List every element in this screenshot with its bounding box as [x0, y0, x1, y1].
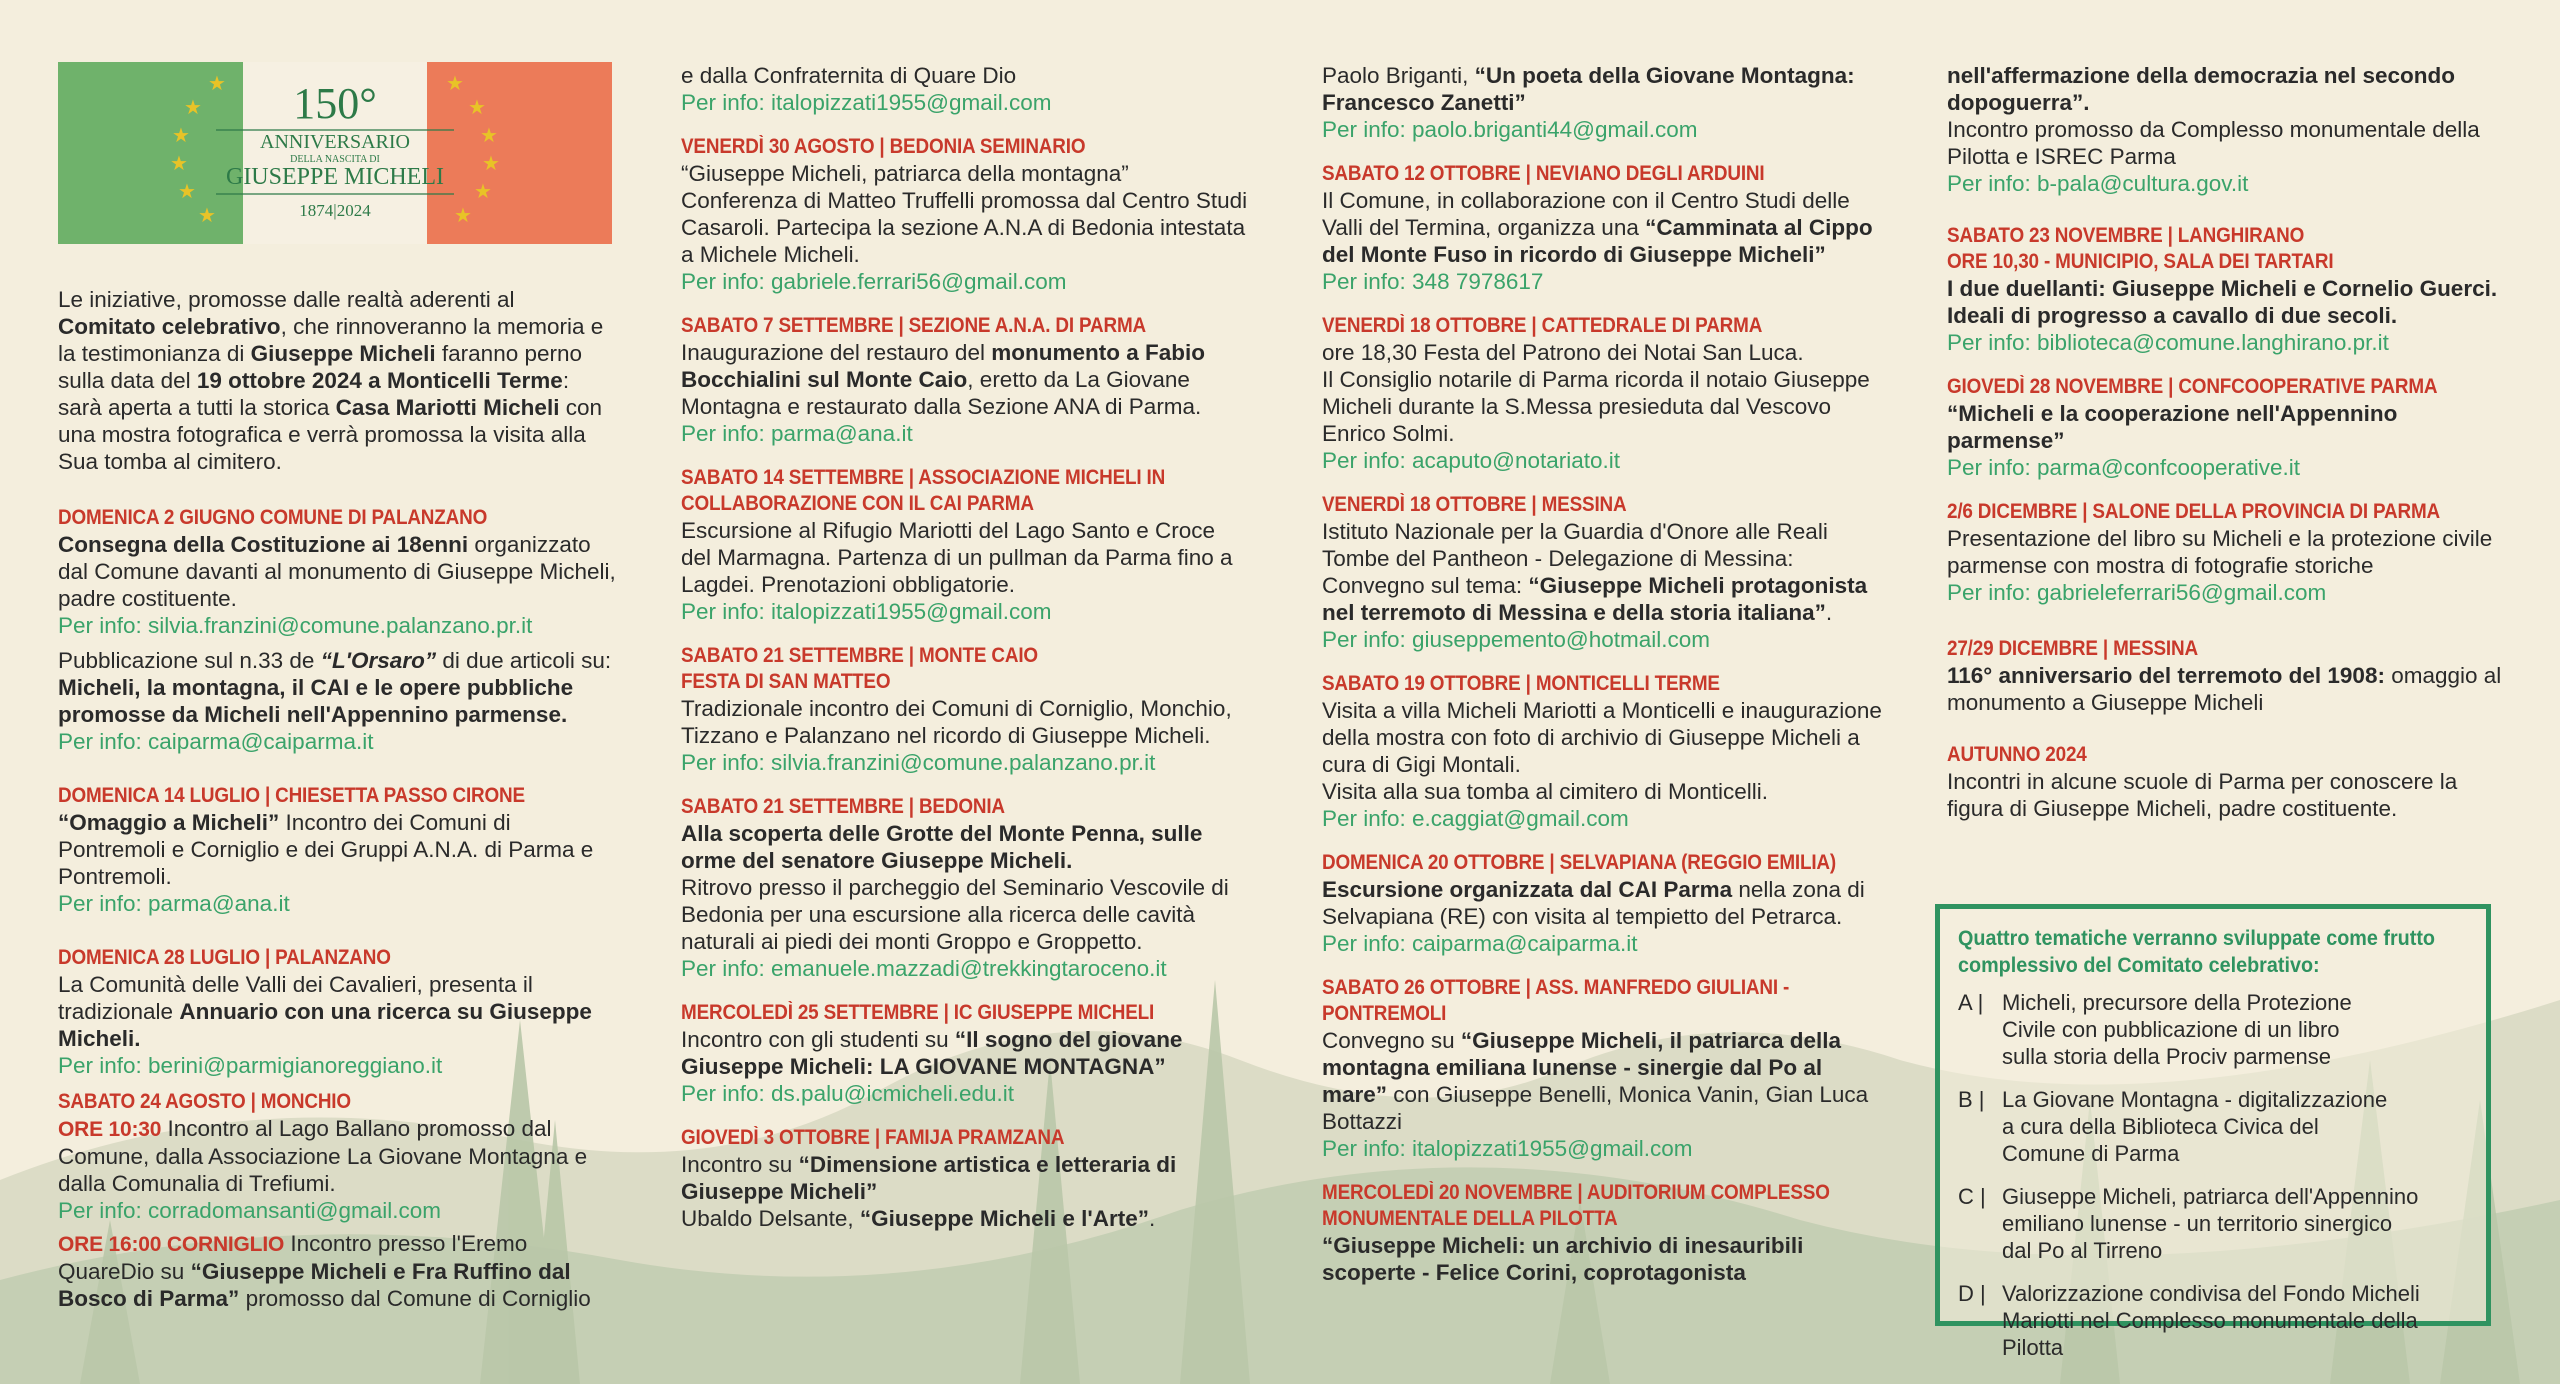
event-heading: MERCOLEDÌ 20 NOVEMBRE | AUDITORIUM COMPLESSO MONUMENTALE DELLA PILOTTA: [1322, 1181, 1830, 1230]
info-link[interactable]: Per info: acaputo@notariato.it: [1322, 448, 1621, 473]
event-heading: SABATO 7 SETTEMBRE | SEZIONE A.N.A. DI PARMA: [681, 314, 1147, 337]
event-heading: VENERDÌ 30 AGOSTO | BEDONIA SEMINARIO: [681, 135, 1086, 158]
event-cattedrale: VENERDÌ 18 OTTOBRE | CATTEDRALE DI PARMA ore 18,30 Festa del Patrono dei Notai San Luca. Il Consiglio notarile di Parma ricorda il notaio Giuseppe Micheli durante la S.Messa presieduta dal Vescovo Enrico Solmi. Per info: acaputo@notariato.it: [1322, 313, 1892, 474]
anniversary-logo: [58, 62, 612, 244]
event-heading: SABATO 14 SETTEMBRE | ASSOCIAZIONE MICHELI IN COLLABORAZIONE CON IL CAI PARMA: [681, 466, 1166, 515]
event-passo-cirone: DOMENICA 14 LUGLIO | CHIESETTA PASSO CIRONE “Omaggio a Micheli” Incontro dei Comuni di Pontremoli e Corniglio e dei Gruppi A.N.A. di Parma e Pontremoli. Per info: parma@ana.it: [58, 783, 618, 917]
event-messina-dicembre: 27/29 DICEMBRE | MESSINA 116° anniversario del terremoto del 1908: omaggio al monumento a Giuseppe Micheli: [1947, 636, 2517, 716]
event-messina-ottobre: VENERDÌ 18 OTTOBRE | MESSINA Istituto Nazionale per la Guardia d'Onore alle Reali Tombe del Pantheon - Delegazione di Messina: Convegno sul tema: “Giuseppe Micheli protagonista nel terremoto di Messina e della storia italiana”. Per info: giuseppemento@hotmail.com: [1322, 492, 1892, 653]
info-link[interactable]: Per info: caiparma@caiparma.it: [58, 729, 374, 754]
info-link[interactable]: Per info: parma@ana.it: [681, 421, 913, 446]
event-famija-pramzana: GIOVEDÌ 3 OTTOBRE | FAMIJA PRAMZANA Incontro su “Dimensione artistica e letteraria di Giuseppe Micheli” Ubaldo Delsante, “Giuseppe Micheli e l'Arte”.: [681, 1125, 1251, 1232]
logo-graphic: [58, 62, 612, 244]
svg-text:★: ★: [172, 123, 190, 147]
theme-item: B | La Giovane Montagna - digitalizzazione a cura della Biblioteca Civica del Comune di Parma: [1958, 1087, 2388, 1166]
event-ana-parma: SABATO 7 SETTEMBRE | SEZIONE A.N.A. DI PARMA Inaugurazione del restauro del monumento a Fabio Bocchialini sul Monte Caio, eretto da La Giovane Montagna e restaurato dalla Sezione ANA di Parma. Per info: parma@ana.it: [681, 313, 1251, 447]
event-monte-caio: SABATO 21 SETTEMBRE | MONTE CAIO FESTA DI SAN MATTEO Tradizionale incontro dei Comuni di Corniglio, Monchio, Tizzano e Palanzano nel ricordo di Giuseppe Micheli. Per info: silvia.franzini@comune.palanzano.pr.it: [681, 643, 1251, 776]
svg-text:★: ★: [184, 95, 202, 119]
info-link[interactable]: Per info: italopizzati1955@gmail.com: [681, 90, 1052, 115]
info-link[interactable]: Per info: silvia.franzini@comune.palanzano.pr.it: [681, 750, 1156, 775]
column-3: [1322, 62, 1892, 1304]
info-link[interactable]: Per info: biblioteca@comune.langhirano.pr.it: [1947, 330, 2389, 355]
event-palanzano-luglio: DOMENICA 28 LUGLIO | PALANZANO La Comunità delle Valli dei Cavalieri, presenta il tradizionale Annuario con una ricerca su Giuseppe Micheli. Per info: berini@parmigianoreggiano.it: [58, 945, 618, 1079]
svg-text:★: ★: [474, 179, 492, 203]
event-heading: VENERDÌ 18 OTTOBRE | CATTEDRALE DI PARMA: [1322, 314, 1763, 337]
event-monticelli: SABATO 19 OTTOBRE | MONTICELLI TERME Visita a villa Micheli Mariotti a Monticelli e inaugurazione della mostra con foto di archivio di Giuseppe Micheli a cura di Gigi Montali. Visita alla sua tomba al cimitero di Monticelli. Per info: e.caggiat@gmail.com: [1322, 671, 1892, 832]
event-heading: SABATO 24 AGOSTO | MONCHIO: [58, 1090, 351, 1113]
event-heading: SABATO 19 OTTOBRE | MONTICELLI TERME: [1322, 672, 1720, 695]
svg-text:★: ★: [208, 71, 226, 95]
info-link[interactable]: Per info: corradomansanti@gmail.com: [58, 1198, 441, 1223]
event-heading: DOMENICA 28 LUGLIO | PALANZANO: [58, 946, 391, 969]
info-link[interactable]: Per info: 348 7978617: [1322, 269, 1544, 294]
event-ic-micheli: MERCOLEDÌ 25 SETTEMBRE | IC GIUSEPPE MICHELI Incontro con gli studenti su “Il sogno del giovane Giuseppe Micheli: LA GIOVANE MONTAGNA” Per info: ds.palu@icmicheli.edu.it: [681, 1000, 1251, 1107]
event-heading: DOMENICA 20 OTTOBRE | SELVAPIANA (REGGIO EMILIA): [1322, 851, 1836, 874]
event-heading: DOMENICA 2 GIUGNO COMUNE DI PALANZANO: [58, 506, 488, 529]
theme-item: D | Valorizzazione condivisa del Fondo Micheli Mariotti nel Complesso monumentale della Pilotta: [1958, 1281, 2420, 1360]
intro-paragraph: Le iniziative, promosse dalle realtà aderenti al Comitato celebrativo, che rinnoveranno la memoria e la testimonianza di Giuseppe Micheli faranno perno sulla data del 19 ottobre 2024 a Monticelli Terme: sarà aperta a tutti la storica Casa Mariotti Micheli con una mostra fotografica e verrà promossa la visita alla Sua tomba al cimitero.: [58, 287, 604, 474]
info-link[interactable]: Per info: caiparma@caiparma.it: [1322, 931, 1638, 956]
event-confcooperative: GIOVEDÌ 28 NOVEMBRE | CONFCOOPERATIVE PARMA “Micheli e la cooperazione nell'Appennino parmense” Per info: parma@confcooperative.it: [1947, 374, 2517, 481]
logo-line1: ANNIVERSARIO: [260, 131, 410, 153]
svg-text:★: ★: [454, 203, 472, 227]
column-4: [1947, 62, 2517, 840]
info-link[interactable]: Per info: gabrieleferrari56@gmail.com: [1947, 580, 2327, 605]
svg-text:★: ★: [198, 203, 216, 227]
event-langhirano: SABATO 23 NOVEMBRE | LANGHIRANO ORE 10,30 - MUNICIPIO, SALA DEI TARTARI I due duellanti: Giuseppe Micheli e Cornelio Guerci. Ideali di progresso a cavallo di due secoli. Per info: biblioteca@comune.langhirano.pr.it: [1947, 223, 2517, 356]
event-heading: 27/29 DICEMBRE | MESSINA: [1947, 637, 2198, 660]
event-pilotta: MERCOLEDÌ 20 NOVEMBRE | AUDITORIUM COMPLESSO MONUMENTALE DELLA PILOTTA “Giuseppe Micheli: un archivio di inesauribili scoperte - Felice Corini, coprotagonista: [1322, 1180, 1892, 1286]
info-link[interactable]: Per info: parma@ana.it: [58, 891, 290, 916]
info-link[interactable]: Per info: italopizzati1955@gmail.com: [681, 599, 1052, 624]
event-pilotta-cont: nell'affermazione della democrazia nel secondo dopoguerra”. Incontro promosso da Complesso monumentale della Pilotta e ISREC Parma Per info: b-pala@cultura.gov.it: [1947, 62, 2517, 197]
column-1: [58, 62, 618, 1330]
event-neviano: SABATO 12 OTTOBRE | NEVIANO DEGLI ARDUINI Il Comune, in collaborazione con il Centro Studi delle Valli del Termina, organizza una “Camminata al Cippo del Monte Fuso in ricordo di Giuseppe Micheli” Per info: 348 7978617: [1322, 161, 1892, 295]
event-heading: AUTUNNO 2024: [1947, 743, 2087, 766]
info-link[interactable]: Per info: silvia.franzini@comune.palanzano.pr.it: [58, 613, 533, 638]
event-provincia: 2/6 DICEMBRE | SALONE DELLA PROVINCIA DI PARMA Presentazione del libro su Micheli e la protezione civile parmense con mostra di fotografie storiche Per info: gabrieleferrari56@gmail.com: [1947, 499, 2517, 606]
svg-text:★: ★: [480, 123, 498, 147]
themes-title: Quattro tematiche verranno sviluppate come frutto complessivo del Comitato celebrativo:: [1958, 926, 2436, 977]
info-link[interactable]: Per info: paolo.briganti44@gmail.com: [1322, 117, 1698, 142]
svg-text:★: ★: [482, 151, 500, 175]
event-heading: DOMENICA 14 LUGLIO | CHIESETTA PASSO CIRONE: [58, 784, 525, 807]
event-heading: MERCOLEDÌ 25 SETTEMBRE | IC GIUSEPPE MICHELI: [681, 1001, 1155, 1024]
info-link[interactable]: Per info: parma@confcooperative.it: [1947, 455, 2301, 480]
logo-line2: DELLA NASCITA DI: [290, 154, 380, 165]
event-grotte-penna: SABATO 21 SETTEMBRE | BEDONIA Alla scoperta delle Grotte del Monte Penna, sulle orme del senatore Giuseppe Micheli. Ritrovo presso il parcheggio del Seminario Vescovile di Bedonia per una escursione alla ricerca delle cavità naturali ai piedi dei monti Groppo e Groppetto. Per info: emanuele.mazzadi@trekkingtaroceno.it: [681, 794, 1251, 982]
event-briganti: Paolo Briganti, “Un poeta della Giovane Montagna: Francesco Zanetti” Per info: paolo.briganti44@gmail.com: [1322, 62, 1892, 143]
event-palanzano-giugno: DOMENICA 2 GIUGNO COMUNE DI PALANZANO Consegna della Costituzione ai 18enni organizzato dal Comune davanti al monumento di Giuseppe Micheli, padre costituente. Per info: silvia.franzini@comune.palanzano.pr.it: [58, 505, 618, 639]
event-monchio: SABATO 24 AGOSTO | MONCHIO ORE 10:30 Incontro al Lago Ballano promosso dal Comune, dalla Associazione La Giovane Montagna e dalla Comunalia di Trefiumi. Per info: corradomansanti@gmail.com ORE 16:00 CORNIGLIO Incontro presso l'Eremo QuareDio su “Giuseppe Micheli e Fra Ruffino dal Bosco di Parma” promosso dal Comune di Corniglio: [58, 1089, 618, 1312]
svg-text:★: ★: [170, 151, 188, 175]
info-link[interactable]: Per info: emanuele.mazzadi@trekkingtaroceno.it: [681, 956, 1167, 981]
event-pontremoli: SABATO 26 OTTOBRE | ASS. MANFREDO GIULIANI - PONTREMOLI Convegno su “Giuseppe Micheli, il patriarca della montagna emiliana lunense - sinergie dal Po al mare” con Giuseppe Benelli, Monica Vanin, Gian Luca Bottazzi Per info: italopizzati1955@gmail.com: [1322, 975, 1892, 1162]
event-quare-dio: e dalla Confraternita di Quare Dio Per info: italopizzati1955@gmail.com: [681, 62, 1251, 116]
event-lago-santo: SABATO 14 SETTEMBRE | ASSOCIAZIONE MICHELI IN COLLABORAZIONE CON IL CAI PARMA Escursione al Rifugio Mariotti del Lago Santo e Croce del Marmagna. Partenza di un pullman da Parma fino a Lagdei. Prenotazioni obbligatorie. Per info: italopizzati1955@gmail.com: [681, 465, 1251, 625]
event-heading: 2/6 DICEMBRE | SALONE DELLA PROVINCIA DI PARMA: [1947, 500, 2441, 523]
event-selvapiana: DOMENICA 20 OTTOBRE | SELVAPIANA (REGGIO EMILIA) Escursione organizzata dal CAI Parma nella zona di Selvapiana (RE) con visita al tempietto del Petrarca. Per info: caiparma@caiparma.it: [1322, 850, 1892, 957]
event-heading: GIOVEDÌ 3 OTTOBRE | FAMIJA PRAMZANA: [681, 1126, 1065, 1149]
svg-text:★: ★: [178, 179, 196, 203]
info-link[interactable]: Per info: b-pala@cultura.gov.it: [1947, 171, 2249, 196]
event-heading: SABATO 21 SETTEMBRE | BEDONIA: [681, 795, 1005, 818]
themes-box: [1935, 904, 2491, 1360]
event-heading: SABATO 26 OTTOBRE | ASS. MANFREDO GIULIANI - PONTREMOLI: [1322, 976, 1790, 1025]
event-heading: SABATO 21 SETTEMBRE | MONTE CAIO FESTA DI SAN MATTEO: [681, 644, 1038, 693]
logo-name: GIUSEPPE MICHELI: [225, 164, 445, 190]
info-link[interactable]: Per info: berini@parmigianoreggiano.it: [58, 1053, 443, 1078]
info-link[interactable]: Per info: italopizzati1955@gmail.com: [1322, 1136, 1693, 1161]
info-link[interactable]: Per info: ds.palu@icmicheli.edu.it: [681, 1081, 1014, 1106]
info-link[interactable]: Per info: giuseppemento@hotmail.com: [1322, 627, 1711, 652]
event-heading: GIOVEDÌ 28 NOVEMBRE | CONFCOOPERATIVE PARMA: [1947, 375, 2438, 398]
event-autunno: AUTUNNO 2024 Incontri in alcune scuole di Parma per conoscere la figura di Giuseppe Micheli, padre costituente.: [1947, 742, 2517, 822]
logo-years: 1874|2024: [299, 201, 371, 220]
event-heading: SABATO 12 OTTOBRE | NEVIANO DEGLI ARDUINI: [1322, 162, 1765, 185]
logo-number: 150°: [293, 79, 377, 128]
event-heading: VENERDÌ 18 OTTOBRE | MESSINA: [1322, 493, 1627, 516]
svg-text:★: ★: [446, 71, 464, 95]
event-heading: SABATO 23 NOVEMBRE | LANGHIRANO ORE 10,30 - MUNICIPIO, SALA DEI TARTARI: [1947, 224, 2334, 273]
info-link[interactable]: Per info: gabriele.ferrari56@gmail.com: [681, 269, 1067, 294]
svg-text:★: ★: [468, 95, 486, 119]
column-2: [681, 62, 1251, 1250]
theme-item: A | Micheli, precursore della Protezione Civile con pubblicazione di un libro sulla storia della Prociv parmense: [1958, 990, 2352, 1069]
theme-item: C | Giuseppe Micheli, patriarca dell'Appennino emiliano lunense - un territorio sinergico dal Po al Tirreno: [1958, 1184, 2419, 1263]
info-link[interactable]: Per info: e.caggiat@gmail.com: [1322, 806, 1629, 831]
event-orsaro: Pubblicazione sul n.33 de “L'Orsaro” di due articoli su: Micheli, la montagna, il CAI e le opere pubbliche promosse da Micheli nell'Appennino parmense. Per info: caiparma@caiparma.it: [58, 647, 618, 755]
event-bedonia-seminario: VENERDÌ 30 AGOSTO | BEDONIA SEMINARIO “Giuseppe Micheli, patriarca della montagna” Conferenza di Matteo Truffelli promossa dal Centro Studi Casaroli. Partecipa la sezione A.N.A di Bedonia intestata a Michele Micheli. Per info: gabriele.ferrari56@gmail.com: [681, 134, 1251, 295]
